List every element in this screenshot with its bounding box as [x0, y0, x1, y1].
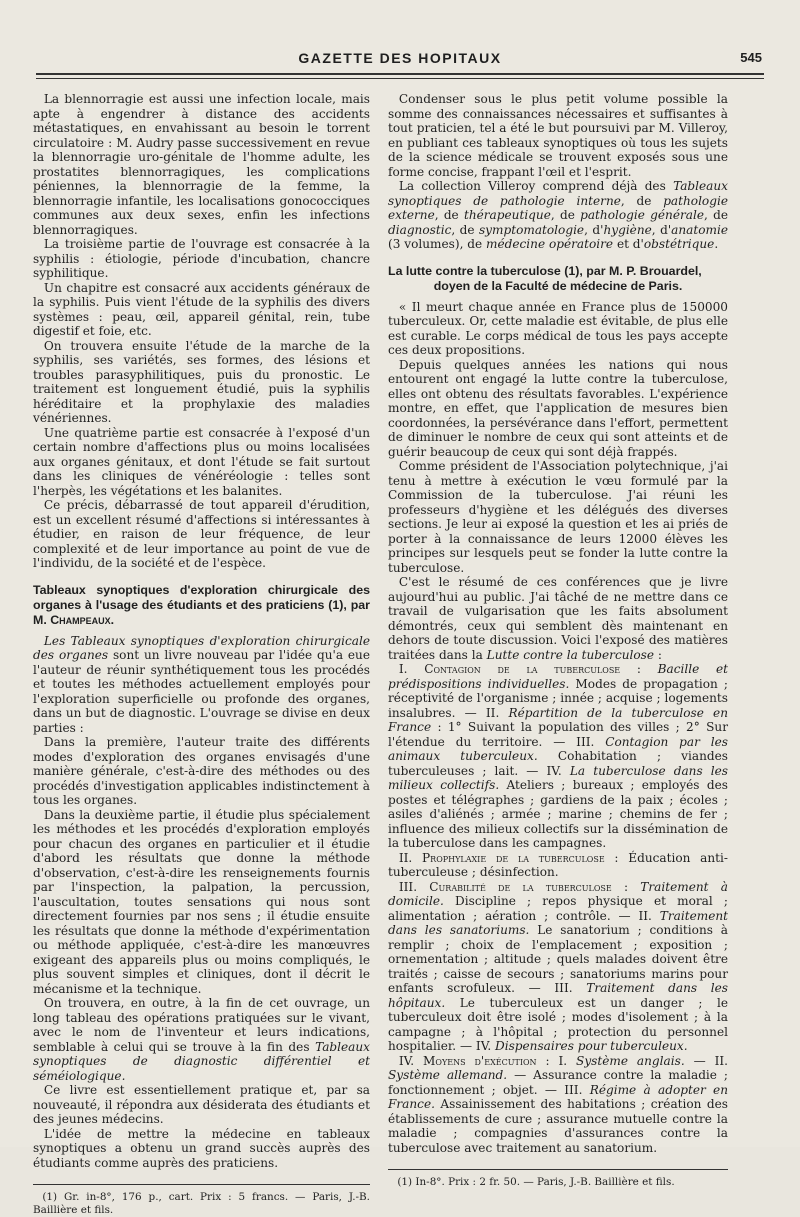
text: Discipline ; repos physique et moral ; alimentation ; aération ; contrôle. — II. — [388, 894, 728, 923]
header-rule-thick — [36, 73, 764, 75]
text: : 1° Suivant la population des villes ; 2° Sur l'étendue du territoire. — III. — [388, 720, 728, 749]
italic-text: Traitement à domicile. — [388, 879, 728, 908]
header-rule-thin — [36, 78, 764, 79]
paragraph: Dans la première, l'auteur traite des différents modes d'exploration des organes envisagés d'une manière générale, c'est-à-dire des méthodes ou des procédés d'investigation applicables indistinctement à tous les organes. — [33, 735, 370, 807]
paragraph — [388, 880, 728, 1054]
heading-author: M. Champeaux. — [33, 612, 115, 627]
italic-text: Système allemand. — [388, 1068, 508, 1082]
paragraph: L'idée de mettre la médecine en tableaux synoptiques a obtenu un grand succès auprès des étudiants comme auprès des praticiens. — [33, 1126, 370, 1170]
paragraph — [388, 575, 728, 662]
paragraph — [388, 1054, 728, 1156]
footnote: (1) Gr. in-8°, 176 p., cart. Prix : 5 francs. — Paris, J.-B. Baillière et fils. — [33, 1191, 370, 1216]
text: — II. — [684, 1053, 729, 1068]
italic-text: La tuberculose dans les milieux collectifs. — [388, 763, 728, 792]
italic-text: Régime à adopter en France. — [388, 1082, 728, 1111]
italic-text: Contagion par les animaux tuberculeux. — [388, 734, 728, 763]
italic-text: médecine opératoire — [486, 237, 614, 251]
paragraph — [388, 851, 728, 880]
italic-text: Traitement dans les hôpitaux. — [388, 981, 728, 1010]
paragraph: Comme président de l'Association polytechnique, j'ai tenu à mettre à exécution le vœu formulé par la Commission de la tuberculose. J'ai réuni les professeurs d'hygiène et les délégués des diverses sections. Je leur ai exposé la question et les ai priés de porter à la connaissance de leurs 12000 élèves les principes sur lesquels peut se fonder la lutte contre la tuberculose. — [388, 459, 728, 575]
italic-text: Lutte contre la tuberculose — [486, 647, 655, 662]
text: I. — [549, 1053, 577, 1068]
right-column — [388, 92, 728, 1189]
paragraph — [388, 179, 728, 252]
italic-text: pathologie générale — [580, 208, 705, 222]
text: Ateliers ; bureaux ; employés des postes et télégraphes ; gardiens de la paix ; écoles ; asiles d'aliénés ; armée ; marine ; chemins de fer ; influence des milieux collectifs sur la dissémination de la tuberculose dans les campagnes. — [388, 778, 728, 850]
text: C'est le résumé de ces conférences que je livre aujourd'hui au public. J'ai tâché de ne mettre dans ce travail de vulgarisation que les faits absolument démontrés, ceux qui semblent dès maintenant en dehors de toute discussion. Voici l'exposé des matières traitées dans la — [388, 575, 728, 662]
smallcaps-text: II. Prophylaxie de la tuberculose : — [398, 850, 619, 865]
italic-text: Répartition de la tuberculose en France — [388, 705, 728, 734]
text: Éducation anti-tuberculeuse ; désinfection. — [388, 850, 728, 879]
text: , de — [434, 208, 464, 222]
text: , d' — [651, 222, 672, 237]
italic-text: Les Tableaux synoptiques d'exploration chirurgicale des organes — [33, 633, 370, 662]
text: , de — [451, 222, 479, 237]
paragraph — [33, 634, 370, 736]
text: , de — [550, 208, 581, 222]
italic-text: obstétrique — [643, 237, 715, 251]
text: , de — [704, 208, 728, 222]
text: — Assurance contre la maladie ; fonctionnement ; objet. — III. — [388, 1068, 729, 1097]
paragraph: Dans la deuxième partie, il étudie plus spécialement les méthodes et les procédés d'exploration employés pour chacun des organes en particulier et il étudie d'abord les résultats que donne la méthode d'observation, c'est-à-dire les renseignements fournis par l'inspection, la palpation, la percussion, l'auscultation, toutes sensations qui nous sont directement fournies par nos sens ; il étudie ensuite les résultats que donne la méthode d'expérimentation ou méthode appliquée, c'est-à-dire les manœuvres exigeant des appareils plus ou moins compliqués, le plus souvent simples et cliniques, dont il décrit le mécanisme et la technique. — [33, 807, 370, 996]
section-heading-tableaux — [33, 583, 370, 628]
section-heading-tuberculose — [388, 264, 728, 294]
footnote: (1) In-8°. Prix : 2 fr. 50. — Paris, J.-B. Baillière et fils. — [397, 1176, 675, 1188]
paragraph: Condenser sous le plus petit volume possible la somme des connaissances nécessaires et suffisantes à tout praticien, tel a été le but poursuivi par M. Villeroy, en publiant ces tableaux synoptiques où tous les sujets de la science médicale se trouvent exposés sous une forme concise, frappant l'œil et l'esprit. — [388, 92, 728, 179]
text: , d' — [584, 222, 604, 237]
page-number: 545 — [740, 50, 762, 65]
paragraph: Ce précis, débarrassé de tout appareil d'érudition, est un excellent résumé d'affections si intéressantes à étudier, en raison de leur fréquence, de leur complexité et de leur importance au point de vue de l'individu, de la société et de l'espèce. — [33, 498, 370, 570]
paragraph: « Il meurt chaque année en France plus de 150000 tuberculeux. Or, cette maladie est évitable, de plus elle est curable. Le corps médical de tous les pays accepte ces deux propositions. — [388, 299, 728, 357]
heading-subline: doyen de la Faculté de médecine de Paris. — [433, 278, 683, 293]
text: sont un livre nouveau par l'idée qu'a eue l'auteur de réunir synthétiquement tous les procédés et toutes les méthodes actuellement employés pour l'exploration superficielle ou profonde des organes, dans un but de diagnostic. L'ouvrage se divise en deux parties : — [33, 648, 370, 735]
italic-text: diagnostic — [388, 222, 452, 237]
text: Le sanatorium ; conditions à remplir ; choix de l'emplacement ; exposition ; ornementation ; altitude ; quels malades doivent être traités ; caisse de secours ; sanatoriums marins pour enfants scrofuleux. — III. — [388, 923, 728, 995]
italic-text: symptomatologie — [478, 222, 585, 237]
text: (3 volumes), de — [388, 237, 487, 251]
italic-text: Tableaux synoptiques de diagnostic différentiel et séméiologique. — [33, 1039, 370, 1083]
text: On trouvera, en outre, à la fin de cet ouvrage, un long tableau des opérations pratiquées sur le vivant, avec le nom de l'inventeur et leurs indications, semblable à celui qui se trouve à la fin des — [33, 996, 370, 1054]
text: et d' — [613, 237, 644, 251]
italic-text: Tableaux synoptiques de pathologie interne — [388, 179, 728, 208]
paragraph: Ce livre est essentiellement pratique et, par sa nouveauté, il répondra aux désiderata des étudiants et des jeunes médecins. — [33, 1083, 370, 1126]
italic-text: Bacille et prédispositions individuelles. — [388, 662, 729, 691]
text: . — [714, 237, 719, 251]
left-column — [33, 92, 370, 1217]
paragraph: Depuis quelques années les nations qui nous entourent ont engagé la lutte contre la tuberculose, elles ont obtenu des résultats favorables. L'expérience montre, en effet, que l'application de mesures bien coordonnées, la persévérance dans l'effort, permettent de diminuer le nombre de ceux qui sont atteints et de guérir beaucoup de ceux qui sont déjà frappés. — [388, 357, 728, 459]
text: Assainissement des habitations ; création des établissements de cure ; assurance mutuelle contre la maladie ; compagnies d'assurances contre la tuberculose avec traitement au sanatorium. — [388, 1097, 728, 1155]
italic-text: Système anglais. — [576, 1053, 685, 1068]
paragraph: On trouvera ensuite l'étude de la marche de la syphilis, ses variétés, ses formes, des lésions et troubles parasyphilitiques, puis du pronostic. Le traitement est longuement étudié, puis la syphilis héréditaire et la prophylaxie des maladies vénériennes. — [33, 338, 370, 425]
italic-text: Traitement dans les sanatoriums. — [388, 908, 728, 937]
paragraph: Un chapitre est consacré aux accidents généraux de la syphilis. Puis vient l'étude de la syphilis des divers systèmes : peau, œil, appareil génital, rein, tube digestif et foie, etc. — [33, 280, 370, 338]
smallcaps-text: III. Curabilité de la tuberculose : — [398, 879, 629, 894]
smallcaps-text: IV. Moyens d'exécution : — [398, 1053, 550, 1068]
journal-title: GAZETTE DES HOPITAUX — [298, 50, 502, 66]
paragraph — [388, 662, 728, 851]
paragraph: Une quatrième partie est consacrée à l'exposé d'un certain nombre d'affections plus ou moins localisées aux organes génitaux, et dont l'étude se fait surtout dans les cliniques de vénéréologie : telles sont l'herpès, les végétations et les balanites. — [33, 425, 370, 498]
text: Le tuberculeux est un danger ; le tuberculeux doit être isolé ; modes d'isolement ; à la campagne ; à l'hôpital ; protection du personnel hospitalier. — IV. — [388, 995, 728, 1053]
paragraph: La blennorragie est aussi une infection locale, mais apte à engendrer à distance des accidents métastatiques, en envahissant au besoin le torrent circulatoire : M. Audry passe successivement en revue la blennorragie uro-génitale de l'homme adulte, les prostatites blennorragiques, les complications péniennes, la blennorragie de la femme, la blennorragie infantile, les localisations gonococciques communes aux deux sexes, enfin les infections blennorragiques. — [33, 92, 370, 237]
footnote-separator — [33, 1184, 370, 1185]
text: , de — [620, 193, 664, 208]
paragraph — [33, 996, 370, 1083]
italic-text: Dispensaires pour tuberculeux. — [495, 1039, 688, 1053]
italic-text: hygiène — [603, 222, 652, 237]
footnote-separator — [388, 1169, 728, 1170]
text: : — [654, 647, 662, 662]
italic-text: pathologie externe — [388, 193, 728, 222]
italic-text: thérapeutique — [463, 208, 551, 222]
smallcaps-text: I. Contagion de la tuberculose : — [398, 662, 641, 676]
text: La collection Villeroy comprend déjà des — [398, 179, 674, 193]
paragraph: La troisième partie de l'ouvrage est consacrée à la syphilis : étiologie, période d'incubation, chancre syphilitique. — [33, 237, 370, 280]
heading-title: Tableaux synoptiques d'exploration chirurgicale des organes à l'usage des étudiants et des praticiens (1), par — [33, 582, 370, 612]
heading-title: La lutte contre la tuberculose (1), par M. P. Brouardel, — [388, 263, 702, 278]
italic-text: anatomie — [671, 222, 728, 237]
text: Modes de propagation ; réceptivité de l'organisme ; innée ; acquise ; logements insalubres. — II. — [388, 676, 728, 720]
text: Cohabitation ; viandes tuberculeuses ; lait. — IV. — [388, 749, 728, 778]
running-head — [0, 50, 800, 72]
